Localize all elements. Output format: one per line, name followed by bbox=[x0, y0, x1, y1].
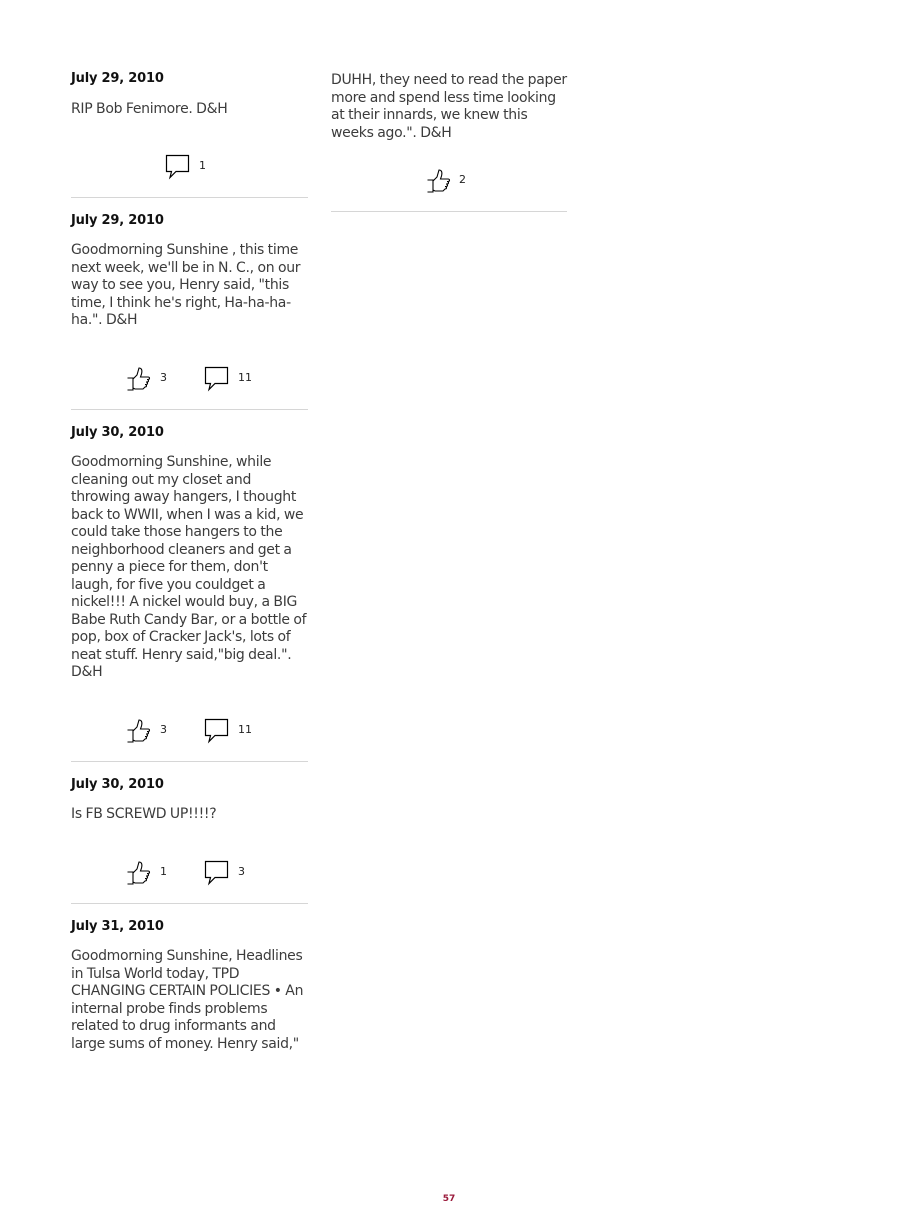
post-4 bbox=[71, 777, 308, 824]
thumbs-up-icon bbox=[126, 718, 152, 744]
like-count: 2 bbox=[459, 173, 466, 186]
post-date: July 31, 2010 bbox=[71, 919, 164, 934]
comment-count: 1 bbox=[199, 159, 206, 172]
comment-count: 11 bbox=[238, 723, 252, 736]
page-number: 57 bbox=[442, 1194, 456, 1204]
post-date: July 29, 2010 bbox=[71, 71, 164, 86]
post-divider bbox=[71, 197, 308, 198]
speech-bubble-icon bbox=[204, 366, 230, 392]
thumbs-up-icon bbox=[126, 860, 152, 886]
thumbs-up-icon bbox=[426, 168, 452, 194]
post-date: July 30, 2010 bbox=[71, 777, 164, 792]
post-body: RIP Bob Fenimore. D&H bbox=[71, 101, 228, 117]
post-body: Goodmorning Sunshine, Headlines in Tulsa World today, TPD CHANGING CERTAIN POLICIES • An internal probe finds problems related to drug informants and large sums of money. Henry said," bbox=[71, 948, 304, 1052]
post-divider bbox=[71, 761, 308, 762]
post-body: Is FB SCREWD UP!!!!? bbox=[71, 806, 217, 822]
post-body: Goodmorning Sunshine , this time next week, we'll be in N. C., on our way to see you, Henry said, "this time, I think he's right, Ha-ha-ha-ha.". D&H bbox=[71, 242, 301, 328]
post-body: Goodmorning Sunshine, while cleaning out my closet and throwing away hangers, I thought back to WWII, when I was a kid, we could take those hangers to the neighborhood cleaners and get a penny a piece for them, don't laugh, for five you couldget a nickel!!! A nickel would buy, a BIG Babe Ruth Candy Bar, or a bottle of pop, box of Cracker Jack's, lots of neat stuff. Henry said,"big deal.". D&H bbox=[71, 454, 307, 680]
post-5 bbox=[71, 919, 308, 1053]
comment-count: 3 bbox=[238, 865, 245, 878]
post-continuation bbox=[331, 72, 567, 142]
comment-count: 11 bbox=[238, 371, 252, 384]
like-count: 3 bbox=[160, 371, 167, 384]
post-3 bbox=[71, 425, 308, 682]
post-divider bbox=[71, 903, 308, 904]
post-divider bbox=[331, 211, 567, 212]
like-count: 3 bbox=[160, 723, 167, 736]
speech-bubble-icon bbox=[165, 154, 191, 180]
speech-bubble-icon bbox=[204, 718, 230, 744]
post-divider bbox=[71, 409, 308, 410]
post-2 bbox=[71, 213, 308, 330]
thumbs-up-icon bbox=[126, 366, 152, 392]
post-1 bbox=[71, 71, 308, 119]
post-body: DUHH, they need to read the paper more and spend less time looking at their innards, we knew this weeks ago.". D&H bbox=[331, 72, 567, 141]
post-date: July 29, 2010 bbox=[71, 213, 164, 228]
post-date: July 30, 2010 bbox=[71, 425, 164, 440]
speech-bubble-icon bbox=[204, 860, 230, 886]
like-count: 1 bbox=[160, 865, 167, 878]
